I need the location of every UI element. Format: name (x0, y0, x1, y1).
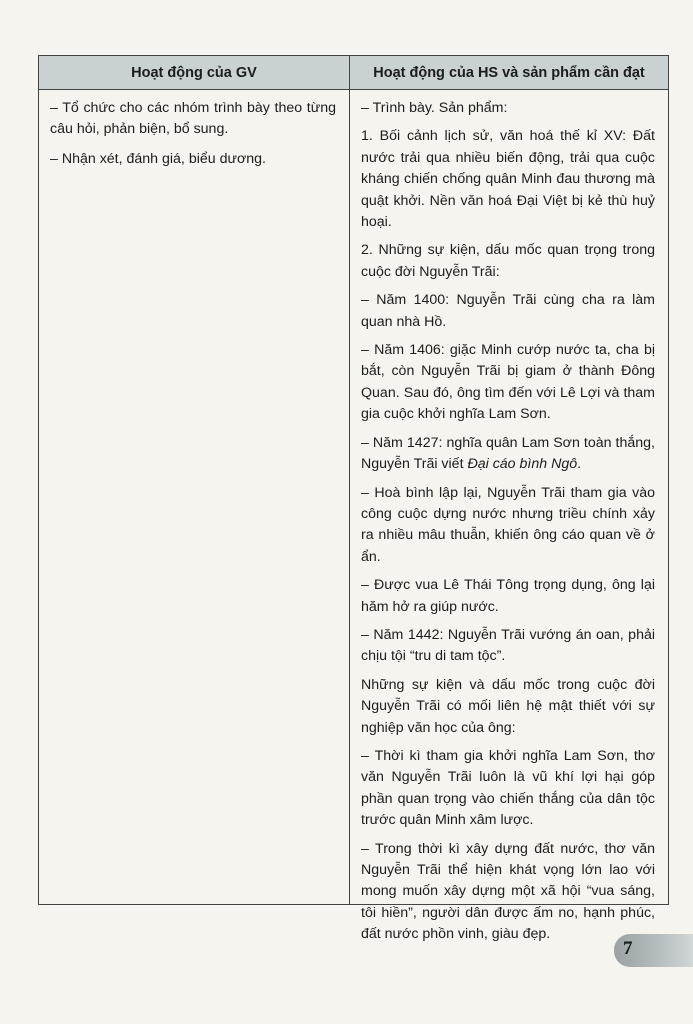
student-item: – Năm 1406: giặc Minh cướp nước ta, cha bị bắt, còn Nguyễn Trãi bị giam ở thành Đông Quan. Sau đó, ông tìm đến với Lê Lợi và tham gia cuộc khởi nghĩa Lam Sơn. (361, 342, 655, 423)
table-header-row (39, 56, 669, 90)
student-item: – Được vua Lê Thái Tông trọng dụng, ông lại hăm hở ra giúp nước. (361, 577, 655, 615)
student-item-text: . (577, 456, 582, 473)
student-item: – Năm 1442: Nguyễn Trãi vướng án oan, phải chịu tội “tru di tam tộc”. (361, 626, 655, 665)
header-student-activity: Hoạt động của HS và sản phẩm cần đạt (350, 56, 669, 90)
student-item-text: – Năm 1427: nghĩa quân Lam Sơn toàn thắng, Nguyễn Trãi viết (361, 434, 655, 473)
teacher-item: – Nhận xét, đánh giá, biểu dương. (50, 150, 266, 167)
work-title: Đại cáo bình Ngô (467, 456, 578, 473)
student-item: – Trong thời kì xây dựng đất nước, thơ văn Nguyễn Trãi thể hiện khát vọng lớn lao với mong muốn xây dựng một xã hội “vua sáng, tôi hiền”, người dân được ấm no, hạnh phúc, đất nước phồn vinh, giàu đẹp. (361, 840, 655, 943)
header-teacher-activity: Hoạt động của GV (39, 56, 350, 90)
student-activity-cell (350, 90, 669, 943)
student-item: 2. Những sự kiện, dấu mốc quan trọng trong cuộc đời Nguyễn Trãi: (361, 242, 655, 280)
table-row (39, 90, 669, 905)
student-item: 1. Bối cảnh lịch sử, văn hoá thế kỉ XV: Đất nước trải qua nhiều biến động, trải qua cuộc kháng chiến chống quân Minh đau thương mà quật khởi. Nền văn hoá Đại Việt bị kẻ thù huỷ hoại. (361, 128, 655, 231)
student-item: – Hoà bình lập lại, Nguyễn Trãi tham gia vào công cuộc dựng nước nhưng triều chính xảy ra nhiều mâu thuẫn, khiến ông cáo quan về ở ẩn. (361, 484, 655, 565)
student-item: Những sự kiện và dấu mốc trong cuộc đời Nguyễn Trãi có mối liên hệ mật thiết với sự nghiệp văn học của ông: (361, 676, 655, 736)
activity-table (38, 55, 669, 943)
student-item: – Năm 1400: Nguyễn Trãi cùng cha ra làm quan nhà Hồ. (361, 292, 655, 330)
student-item: – Thời kì tham gia khởi nghĩa Lam Sơn, thơ văn Nguyễn Trãi luôn là vũ khí lợi hại góp phần quan trọng vào chiến thắng của dân tộc trước quân Minh xâm lược. (361, 747, 655, 829)
student-item (361, 433, 655, 476)
teacher-item: – Tổ chức cho các nhóm trình bày theo từng câu hỏi, phản biện, bổ sung. (50, 100, 336, 138)
teacher-activity-cell (39, 90, 350, 905)
student-item: – Trình bày. Sản phẩm: (361, 100, 508, 116)
page-number: 7 (623, 938, 633, 959)
